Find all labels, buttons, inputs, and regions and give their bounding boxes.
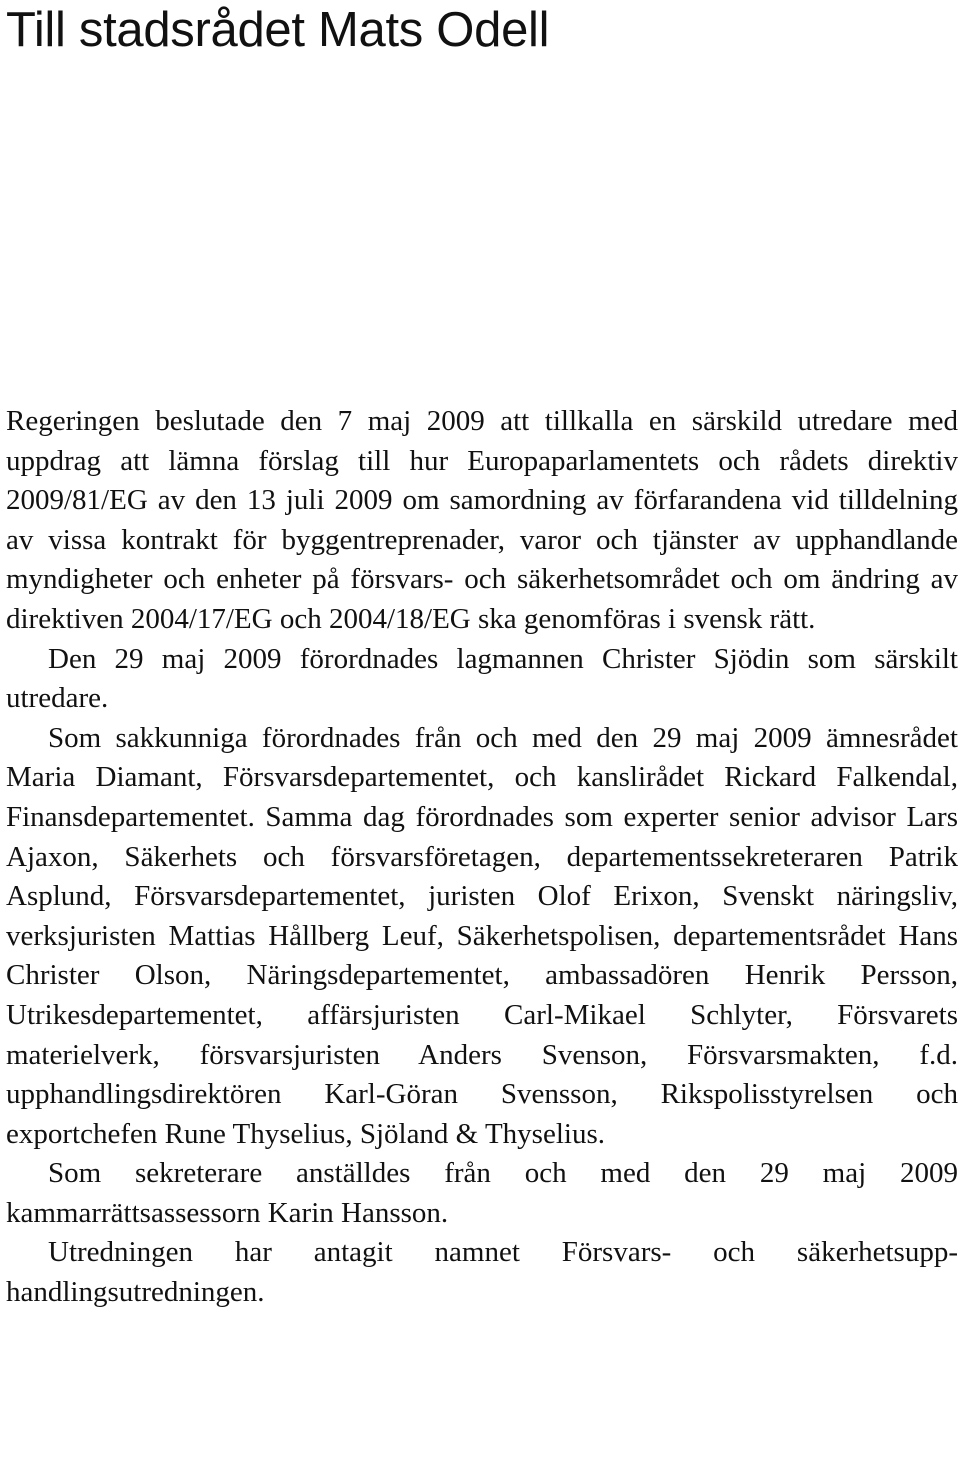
document-body [6,402,958,1313]
page-title: Till stadsrådet Mats Odell [6,3,550,57]
paragraph-appointment: Regeringen beslutade den 7 maj 2009 att tillkalla en särskild utredare med uppdrag att lämna förslag till hur Europaparlamentets och rådets direktiv 2009/81/EG av den 13 juli 2009 om samordning av förfarandena vid tilldelning av vissa kontrakt för byggentreprenader, varor och tjänster av upphandlande myndigheter och enheter på försvars- och säkerhetsområdet och om ändring av direktiven 2004/17/EG och 2004/18/EG ska genomföras i svensk rätt. [6,405,958,635]
paragraph-inquiry-name: Utredningen har antagit namnet Försvars- och säkerhetsupphandlingsutredningen. [6,1236,958,1309]
paragraph-special-investigator: Den 29 maj 2009 förordnades lagmannen Christer Sjödin som särskilt utredare. [6,642,958,715]
paragraph-secretary: Som sekreterare anställdes från och med den 29 maj 2009 kammarrättsassessorn Karin Hansson. [6,1157,958,1229]
paragraph-experts: Som sakkunniga förordnades från och med den 29 maj 2009 ämnesrådet Maria Diamant, Försvarsdepartementet, och kanslirådet Rickard Falkendal, Finansdepartementet. Samma dag förordnades som experter senior advisor Lars Ajaxon, Säkerhets och försvarsföretagen, departementssekreteraren Patrik Asplund, Försvarsdepartementet, juristen Olof Erixon, Svenskt näringsliv, verksjuristen Mattias Hållberg Leuf, Säkerhetspolisen, departementsrådet Hans Christer Olson, Näringsdepartementet, ambassadören Henrik Persson, Utrikesdepartementet, affärsjuristen Carl-Mikael Schlyter, Försvarets materielverk, försvarsjuristen Anders Svenson, Försvarsmakten, f.d. upphandlingsdirektören Karl-Göran Svensson, Rikspolisstyrelsen och exportchefen Rune Thyselius, Sjöland & Thyselius. [6,721,958,1150]
